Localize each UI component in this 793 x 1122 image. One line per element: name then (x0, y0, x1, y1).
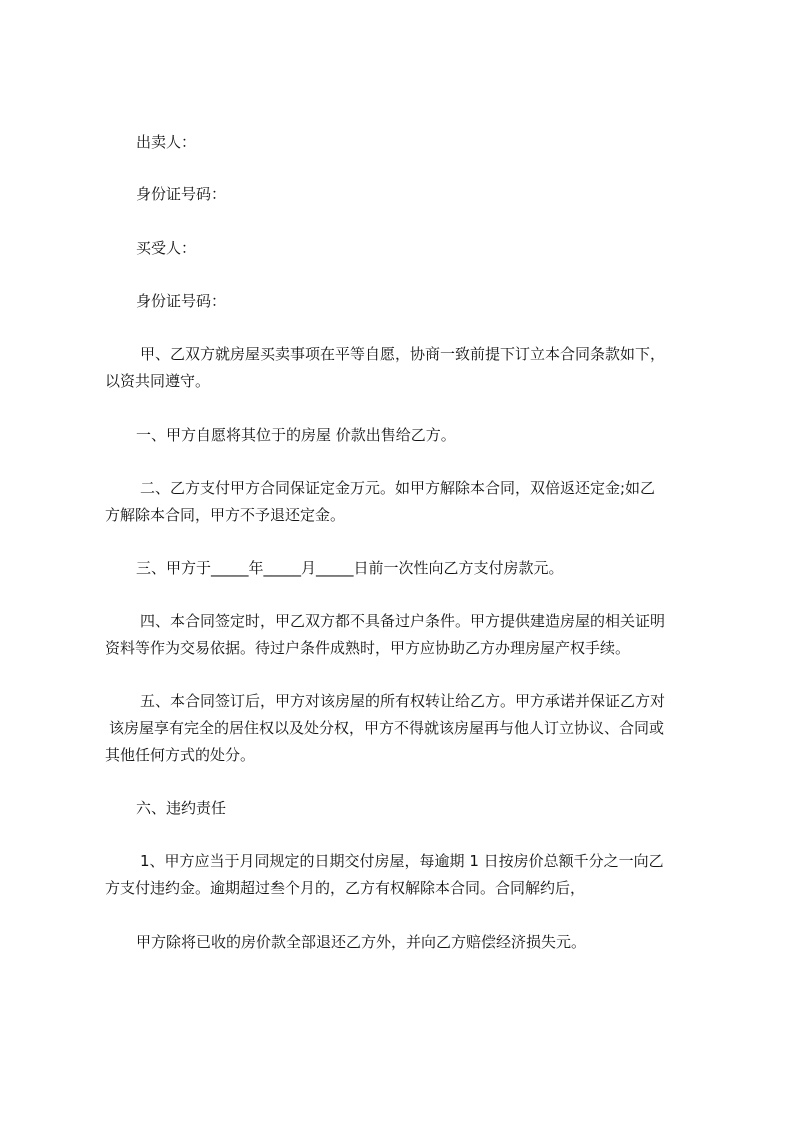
clause-1: 一、甲方自愿将其位于的房屋 价款出售给乙方。 (136, 426, 456, 444)
clause-4-line-2: 资料等作为交易依据。待过户条件成熟时，甲方应协助乙方办理房屋产权手续。 (105, 639, 631, 657)
clause-2-line-1: 二、乙方支付甲方合同保证定金万元。如甲方解除本合同，双倍返还定金;如乙 (140, 479, 656, 497)
clause-4-line-1: 四、本合同签定时，甲乙双方都不具备过户条件。甲方提供建造房屋的相关证明 (140, 612, 666, 630)
clause-6-item-1-line-2: 方支付违约金。逾期超过叁个月的，乙方有权解除本合同。合同解约后， (105, 879, 586, 897)
clause-5-line-1: 五、本合同签订后，甲方对该房屋的所有权转让给乙方。甲方承诺并保证乙方对 (140, 692, 666, 710)
clause-2-line-2: 方解除本合同，甲方不予退还定金。 (105, 506, 346, 524)
buyer-id-label: 身份证号码： (136, 292, 227, 310)
preamble-line-1: 甲、乙双方就房屋买卖事项在平等自愿，协商一致前提下订立本合同条款如下， (140, 345, 666, 363)
clause-6-item-1-continuation: 甲方除将已收的房价款全部退还乙方外，并向乙方赔偿经济损失元。 (136, 933, 587, 951)
seller-label: 出卖人： (136, 133, 197, 151)
clause-3: 三、甲方于_____年_____月_____日前一次性向乙方支付房款元。 (136, 559, 564, 577)
buyer-label: 买受人： (136, 239, 197, 257)
clause-5-line-2: 该房屋享有完全的居住权以及处分权，甲方不得就该房屋再与他人订立协议、合同或 (109, 719, 665, 737)
clause-6-item-1-line-1: 1、甲方应当于月同规定的日期交付房屋，每逾期 1 日按房价总额千分之一向乙 (140, 852, 664, 870)
preamble-line-2: 以资共同遵守。 (105, 372, 211, 390)
clause-6-title: 六、违约责任 (136, 799, 227, 817)
clause-5-line-3: 其他任何方式的处分。 (105, 746, 256, 764)
seller-id-label: 身份证号码： (136, 185, 227, 203)
